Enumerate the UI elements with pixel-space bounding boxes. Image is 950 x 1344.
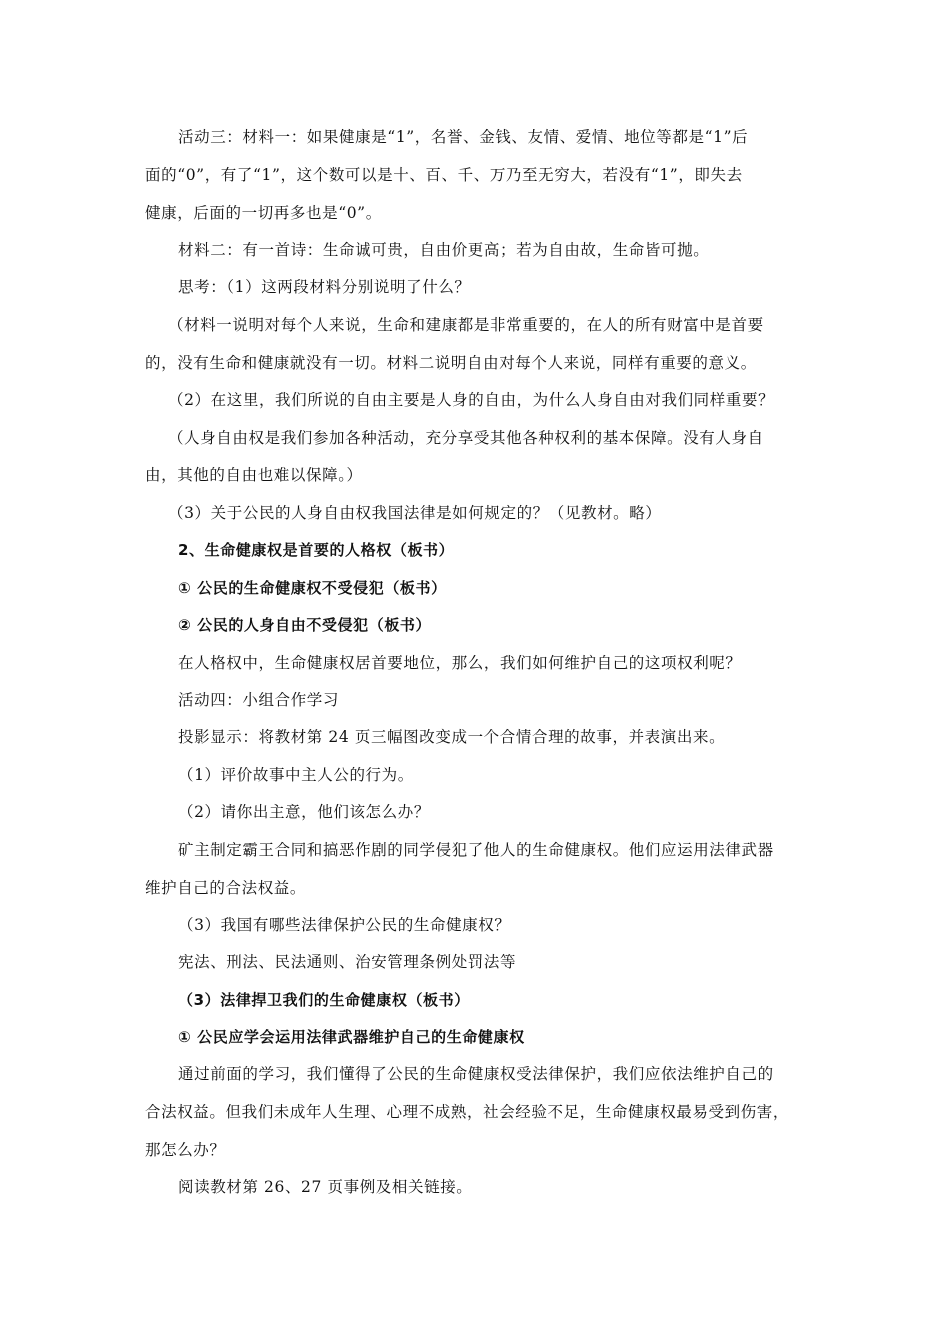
paragraph-line: （2）在这里，我们所说的自由主要是人身的自由，为什么人身自由对我们同样重要？ — [168, 391, 775, 409]
paragraph-line: 活动四：小组合作学习 — [178, 691, 340, 709]
paragraph-line: 维护自己的合法权益。 — [145, 879, 307, 897]
paragraph-line: 阅读教材第 26、27 页事例及相关链接。 — [178, 1178, 473, 1196]
paragraph-line: 由，其他的自由也难以保障。） — [145, 466, 363, 484]
paragraph-line: 投影显示：将教材第 24 页三幅图改变成一个合情合理的故事，并表演出来。 — [178, 728, 726, 746]
paragraph-line: 矿主制定霸王合同和搞恶作剧的同学侵犯了他人的生命健康权。他们应运用法律武器 — [178, 841, 774, 859]
paragraph-line: （3）我国有哪些法律保护公民的生命健康权？ — [178, 916, 511, 934]
paragraph-line: 通过前面的学习，我们懂得了公民的生命健康权受法律保护，我们应依法维护自己的 — [178, 1065, 774, 1083]
paragraph-line: 思考：（1）这两段材料分别说明了什么？ — [178, 278, 471, 296]
paragraph-line: 面的“0”，有了“1”，这个数可以是十、百、千、万乃至无穷大，若没有“1”，即失去 — [145, 166, 743, 184]
paragraph-line: （2）请你出主意，他们该怎么办？ — [178, 803, 430, 821]
paragraph-line: 在人格权中，生命健康权居首要地位，那么，我们如何维护自己的这项权利呢？ — [178, 654, 742, 672]
paragraph-line: 宪法、刑法、民法通则、治安管理条例处罚法等 — [178, 953, 517, 971]
paragraph-line: 合法权益。但我们未成年人生理、心理不成熟，社会经验不足，生命健康权最易受到伤害， — [145, 1103, 790, 1121]
subsection-heading: （3）法律捍卫我们的生命健康权（板书） — [178, 991, 470, 1009]
paragraph-line: 活动三：材料一：如果健康是“1”，名誉、金钱、友情、爱情、地位等都是“1”后 — [178, 128, 749, 146]
paragraph-line: （人身自由权是我们参加各种活动，充分享受其他各种权利的基本保障。没有人身自 — [168, 429, 764, 447]
paragraph-line: （1）评价故事中主人公的行为。 — [178, 766, 414, 784]
subsection-heading: ① 公民的生命健康权不受侵犯（板书） — [178, 579, 447, 597]
paragraph-line: 那怎么办？ — [145, 1141, 226, 1159]
paragraph-line: 健康，后面的一切再多也是“0”。 — [145, 204, 382, 222]
paragraph-line: （材料一说明对每个人来说，生命和建康都是非常重要的，在人的所有财富中是首要 — [168, 316, 764, 334]
section-heading: 2、生命健康权是首要的人格权（板书） — [178, 541, 455, 559]
subsection-heading: ② 公民的人身自由不受侵犯（板书） — [178, 616, 432, 634]
subsection-heading: ① 公民应学会运用法律武器维护自己的生命健康权 — [178, 1028, 525, 1046]
paragraph-line: （3）关于公民的人身自由权我国法律是如何规定的？（见教材。略） — [168, 504, 662, 522]
paragraph-line: 的，没有生命和健康就没有一切。材料二说明自由对每个人来说，同样有重要的意义。 — [145, 354, 757, 372]
paragraph-line: 材料二：有一首诗：生命诚可贵，自由价更高；若为自由故，生命皆可抛。 — [178, 241, 710, 259]
